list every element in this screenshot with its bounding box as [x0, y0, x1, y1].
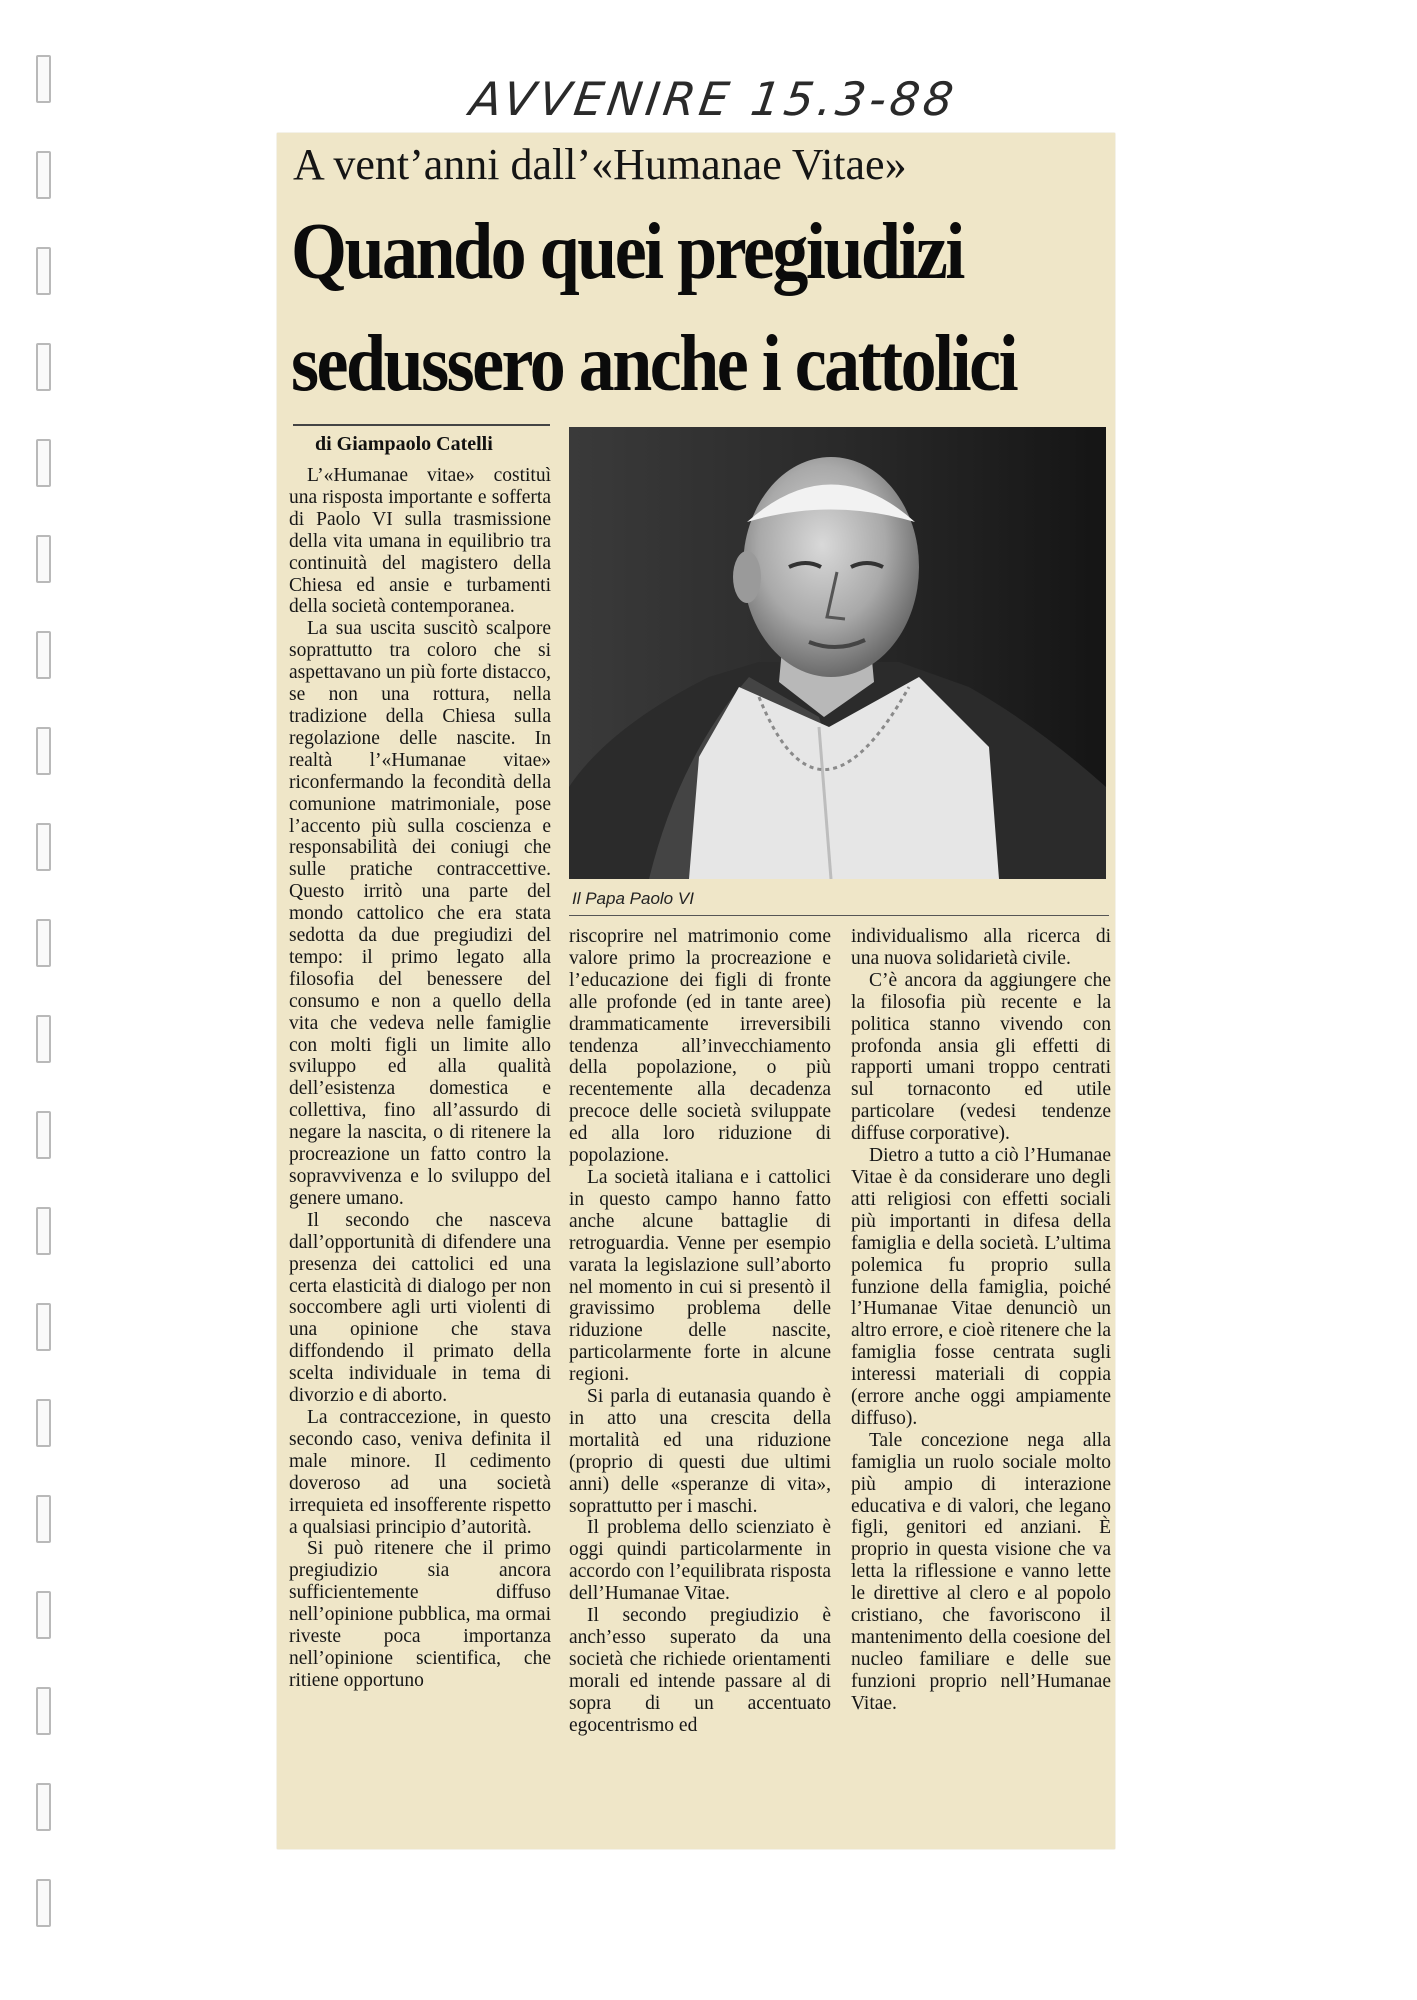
headline-line-2: sedussero anche i cattolici [291, 318, 1017, 408]
caption-rule [569, 915, 1109, 916]
byline-rule [293, 424, 550, 426]
paragraph: Il secondo pregiudizio è anch’esso superato da una società che richiede orientamenti morali ed intende passare al di sopra di un accentuato egocentrismo ed [569, 1605, 831, 1736]
article-kicker: A vent’anni dall’«Humanae Vitae» [293, 140, 907, 189]
binder-hole [36, 727, 51, 775]
paragraph: Si parla di eutanasia quando è in atto una crescita della mortalità ed una riduzione (proprio di questi due ultimi anni) delle «speranze di vita», soprattutto per i maschi. [569, 1386, 831, 1517]
binder-hole [36, 343, 51, 391]
paragraph: individualismo alla ricerca di una nuova solidarietà civile. [851, 926, 1111, 969]
binder-hole [36, 439, 51, 487]
pope-photo [569, 427, 1106, 879]
paragraph: Si può ritenere che il primo pregiudizio sia ancora sufficientemente diffuso nell’opinione pubblica, ma ormai riveste poca importanza nell’opinione scientifica, che ritiene opportuno [289, 1538, 551, 1691]
binder-hole [36, 151, 51, 199]
paragraph: La sua uscita suscitò scalpore soprattutto tra coloro che si aspettavano un più forte distacco, se non una rottura, nella tradizione della Chiesa sulla regolazione delle nascite. In realtà l’«Humanae vitae» riconfermando la fecondità della comunione matrimoniale, pose l’accento più sulla coscienza e responsabilità dei coniugi che sulle pratiche contraccettive. Questo irritò una parte del mondo cattolico che era stata sedotta da due pregiudizi del tempo: il primo legato alla filosofia del benessere del consumo e non a quello della vita che vedeva nelle famiglie con molti figli un limite allo sviluppo ed alla qualità dell’esistenza domestica e collettiva, fino all’assurdo di negare la nascita, o di ritenere la procreazione un fatto contro la sopravvivenza e lo sviluppo del genere umano. [289, 618, 551, 1209]
binder-hole [36, 247, 51, 295]
article-column-1 [289, 465, 551, 1692]
paragraph: La società italiana e i cattolici in questo campo hanno fatto anche alcune battaglie di retroguardia. Venne per esempio varata la legislazione sull’aborto nel momento in cui si presentò il gravissimo problema delle riduzione delle nascite, particolarmente forte in alcune regioni. [569, 1166, 831, 1386]
paragraph: riscoprire nel matrimonio come valore primo la procreazione e l’educazione dei figli di fronte alle profonde (ed in tante aree) drammaticamente irreversibili tendenza all’invecchiamento della popolazione, o più recentemente alla decadenza precoce delle società sviluppate ed alla loro riduzione di popolazione. [569, 926, 831, 1167]
binder-hole [36, 1495, 51, 1543]
article-headline [291, 195, 1111, 419]
binder-hole [36, 1207, 51, 1255]
binder-hole [36, 55, 51, 103]
paragraph: Tale concezione nega alla famiglia un ruolo sociale molto più ampio di interazione educativa e di valori, che legano figli, genitori ed anziani. È proprio in questa visione che va letta la riflessione e vanno lette le direttive al clero e al popolo cristiano, che favoriscono il mantenimento della coesione del nucleo familiare e delle sue funzioni proprio nell’Humanae Vitae. [851, 1429, 1111, 1714]
binder-hole [36, 1591, 51, 1639]
paragraph: La contraccezione, in questo secondo caso, veniva definita il male minore. Il cedimento doveroso ad una società irrequieta ed insofferente rispetto a qualsiasi principio d’autorità. [289, 1406, 551, 1538]
paragraph: L’«Humanae vitae» costituì una risposta importante e sofferta di Paolo VI sulla trasmissione della vita umana in equilibrio tra continuità del magistero della Chiesa ed ansie e turbamenti della società contemporanea. [289, 465, 551, 618]
paragraph: C’è ancora da aggiungere che la filosofia più recente e la politica stanno vivendo con profonda ansia gli effetti di rapporti umani troppo centrati sul tornaconto ed utile particolare (vedesi tendenze diffuse corporative). [851, 969, 1111, 1145]
handwritten-date-note: AVVENIRE 15.3-88 [466, 72, 961, 126]
portrait-illustration [569, 427, 1106, 879]
byline: di Giampaolo Catelli [315, 433, 493, 455]
article-column-3 [851, 926, 1111, 1715]
paragraph: Dietro a tutto a ciò l’Humanae Vitae è da considerare uno degli atti religiosi con effetti sociali più importanti in difesa della famiglia e della società. L’ultima polemica fu proprio sulla funzione della famiglia, poiché l’Humanae Vitae denunciò un altro errore, e cioè ritenere che la famiglia fosse centrata sugli interessi materiali di coppia (errore anche oggi ampiamente diffuso). [851, 1145, 1111, 1429]
binder-hole [36, 535, 51, 583]
binder-hole [36, 1111, 51, 1159]
paragraph: Il secondo che nasceva dall’opportunità di difendere una presenza dei cattolici ed una certa elasticità di dialogo per non soccombere agli urti violenti di una opinione che stava diffondendo il primato della scelta individuale in tema di divorzio e di aborto. [289, 1209, 551, 1407]
binder-hole [36, 1399, 51, 1447]
binder-hole [36, 631, 51, 679]
photo-caption: Il Papa Paolo VI [572, 889, 694, 908]
binder-hole [36, 1879, 51, 1927]
headline-line-1: Quando quei pregiudizi [291, 206, 963, 296]
binder-hole [36, 919, 51, 967]
binder-hole [36, 1015, 51, 1063]
binder-holes [36, 55, 56, 1985]
binder-hole [36, 823, 51, 871]
paragraph: Il problema dello scienziato è oggi quindi particolarmente in accordo con l’equilibrata risposta dell’Humanae Vitae. [569, 1517, 831, 1605]
binder-hole [36, 1783, 51, 1831]
binder-hole [36, 1687, 51, 1735]
binder-hole [36, 1303, 51, 1351]
article-column-2 [569, 926, 831, 1737]
newspaper-clipping [277, 133, 1115, 1849]
